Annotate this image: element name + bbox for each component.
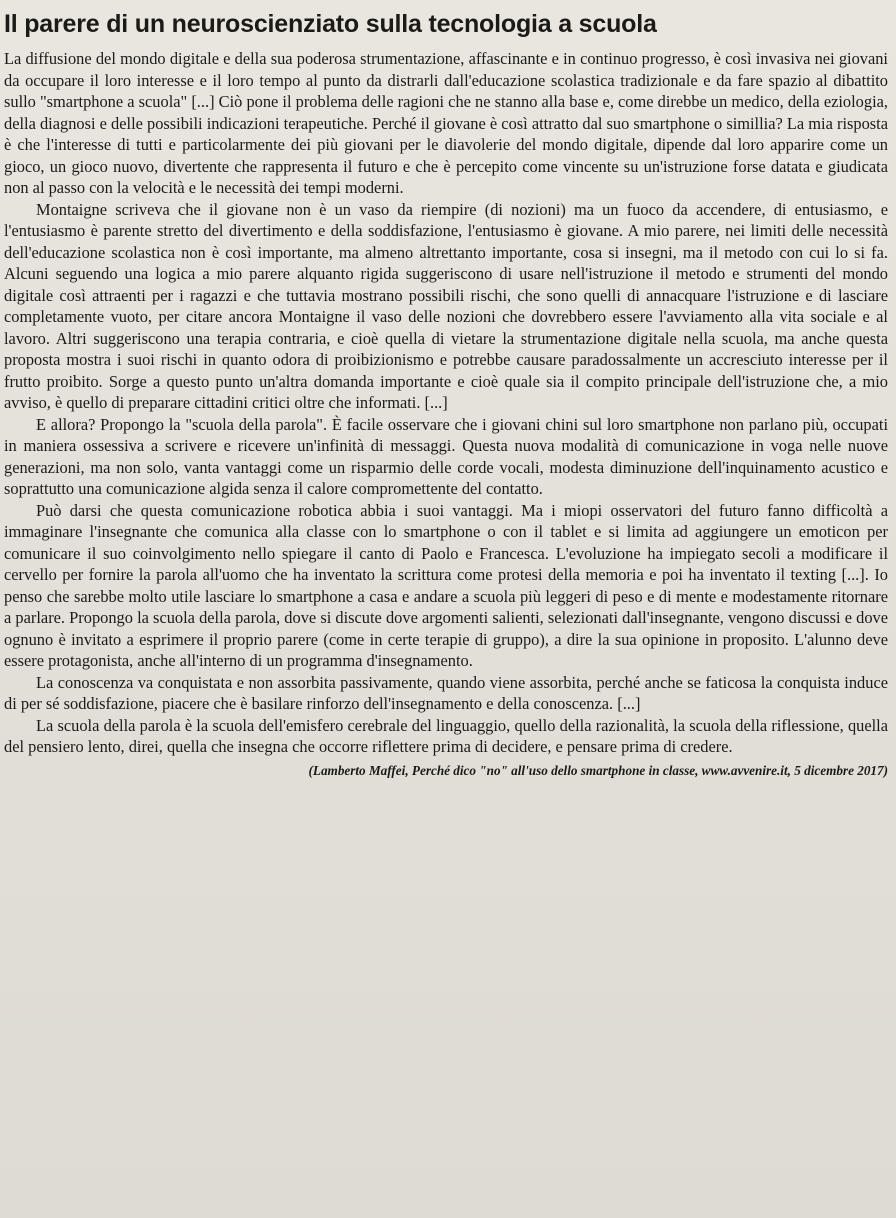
article-title: Il parere di un neuroscienziato sulla tecnologia a scuola bbox=[4, 10, 657, 38]
paragraph-5: La conoscenza va conquistata e non assorbita passivamente, quando viene assorbita, perché anche se faticosa la conquista induce di per sé soddisfazione, piacere che è basilare rinforzo dell'insegnamento e della conoscenza. [...] bbox=[4, 672, 888, 713]
paragraph-1: La diffusione del mondo digitale e della sua poderosa strumentazione, affascinante e in continuo progresso, è così invasiva nei giovani da occupare il loro interesse e il loro tempo al punto da distrarli dall'educazione scolastica tradizionale e da fare spazio al dibattito sullo "smartphone a scuola" [...] Ciò pone il problema delle ragioni che ne stanno alla base e, come direbbe un medico, della eziologia, della diagnosi e delle possibili indicazioni terapeutiche. Perché il giovane è così attratto dal suo smartphone o simillia? La mia risposta è che l'interesse di tutti e particolarmente dei più giovani per le diavolerie del mondo digitale, dipende dal loro apparire come un gioco, un gioco nuovo, divertente che rappresenta il futuro e che è percepito come vincente su un'istruzione forse datata e giudicata non al passo con la velocità e le necessità dei tempi moderni. bbox=[4, 49, 888, 197]
paragraph-3: E allora? Propongo la "scuola della parola". È facile osservare che i giovani chini sul loro smartphone non parlano più, occupati in maniera ossessiva a scrivere e ricevere un'infinità di messaggi. Questa nuova modalità di comunicazione in voga nelle nuove generazioni, ma non solo, vanta vantaggi come un risparmio delle corde vocali, modesta diminuzione dell'inquinamento acustico e soprattutto una comunicazione algida senza il calore compromettente del contatto. bbox=[4, 414, 888, 498]
paragraph-4: Può darsi che questa comunicazione robotica abbia i suoi vantaggi. Ma i miopi osservatori del futuro fanno difficoltà a immaginare l'insegnante che comunica alla classe con lo smartphone o con il tablet e si limita ad aggiungere un emoticon per comunicare il suo coinvolgimento nello spiegare il canto di Paolo e Francesca. L'evoluzione ha impiegato secoli a modificare il cervello per fornire la parola all'uomo che ha inventato la scrittura come protesi della memoria e poi ha inventato il texting [...]. Io penso che sarebbe molto utile lasciare lo smartphone a casa e andare a scuola più leggeri di peso e di mente e modestamente ritornare a parlare. Propongo la scuola della parola, dove si discute dove argomenti salienti, selezionati dall'insegnante, vengono discussi e dove ognuno è invitato a esprimere il proprio parere (come in certe terapie di gruppo), a dire la sua opinione in proposito. L'alunno deve essere protagonista, anche all'interno di un programma d'insegnamento. bbox=[4, 500, 888, 670]
source-citation: (Lamberto Maffei, Perché dico "no" all'uso dello smartphone in classe, www.avvenire.it, 5 dicembre 2017) bbox=[308, 762, 888, 778]
paragraph-6: La scuola della parola è la scuola dell'emisfero cerebrale del linguaggio, quello della razionalità, la scuola della riflessione, quella del pensiero lento, direi, quella che insegna che occorre riflettere prima di decidere, e pensare prima di credere. bbox=[4, 715, 888, 756]
paragraph-2: Montaigne scriveva che il giovane non è un vaso da riempire (di nozioni) ma un fuoco da accendere, di entusiasmo, e l'entusiasmo è parente stretto del divertimento e della soddisfazione, l'entusiasmo è giovane. A mio parere, nei limiti delle necessità dell'educazione scolastica non è così importante, ma almeno altrettanto importante, cosa si insegni, ma il metodo con cui lo si fa. Alcuni seguendo una logica a mio parere alquanto rigida suggeriscono di usare nell'istruzione il metodo e strumenti del mondo digitale così attraenti per i ragazzi e che tuttavia mostrano possibili rischi, che sono quelli di annacquare l'istruzione e di lasciare completamente vuoto, per citare ancora Montaigne il vaso delle nozioni che dovrebbero essere l'avviamento alla vita sociale e al lavoro. Altri suggeriscono una terapia contraria, e cioè quella di vietare la strumentazione digitale nella scuola, ma anche questa proposta mostra i suoi rischi in quanto odora di proibizionismo e potrebbe causare paradossalmente un accresciuto interesse per il frutto proibito. Sorge a questo punto un'altra domanda importante e cioè quale sia il compito principale dell'istruzione che, a mio avviso, è quello di preparare cittadini critici oltre che informati. [...] bbox=[4, 199, 888, 412]
